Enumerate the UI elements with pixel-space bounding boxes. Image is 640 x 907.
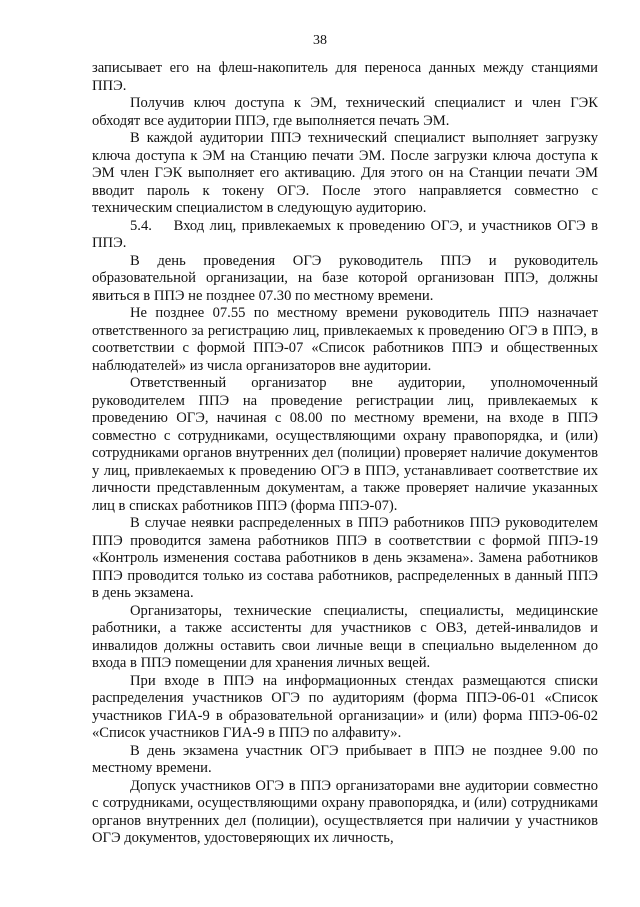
paragraph: В каждой аудитории ППЭ технический специалист выполняет загрузку ключа доступа к ЭМ на Станцию печати ЭМ. После загрузки ключа доступа к ЭМ член ГЭК выполняет его активацию. Для этого он на Станции печати ЭМ вводит пароль к токену ОГЭ. После этого направляется совместно с техническим специалистом в следующую аудиторию. <box>92 130 598 216</box>
paragraph: При входе в ППЭ на информационных стендах размещаются списки распределения участников ОГЭ по аудиториям (форма ППЭ-06-01 «Список участников ГИА-9 в образовательной организации» и (или) форма ППЭ-06-02 «Список участников ГИА-9 в ППЭ по алфавиту». <box>92 672 598 741</box>
document-body <box>92 60 598 848</box>
paragraph: Допуск участников ОГЭ в ППЭ организаторами вне аудитории совместно с сотрудниками, осуществляющими охрану правопорядка, и (или) сотрудниками органов внутренних дел (полиции), осуществляется при наличии у участников ОГЭ документов, удостоверяющих их личность, <box>92 777 598 846</box>
paragraph: Ответственный организатор вне аудитории, уполномоченный руководителем ППЭ на проведение регистрации лиц, привлекаемых к проведению ОГЭ, начиная с 08.00 по местному времени, на входе в ППЭ совместно с сотрудниками, осуществляющими охрану правопорядка, и (или) сотрудниками органов внутренних дел (полиции) проверяет наличие документов у лиц, привлекаемых к проведению ОГЭ в ППЭ, устанавливает соответствие их личности представленным документам, а также проверяет наличие указанных лиц в списках работников ППЭ (форма ППЭ-07). <box>92 375 598 514</box>
page-number: 38 <box>313 33 327 48</box>
paragraph: Организаторы, технические специалисты, специалисты, медицинские работники, а также ассистенты для участников с ОВЗ, детей-инвалидов и инвалидов должны оставить свои личные вещи в специально выделенном до входа в ППЭ помещении для хранения личных вещей. <box>92 602 598 671</box>
paragraph: В день проведения ОГЭ руководитель ППЭ и руководитель образовательной организации, на базе которой организован ППЭ, должны явиться в ППЭ не позднее 07.30 по местному времени. <box>92 252 598 304</box>
paragraph: Не позднее 07.55 по местному времени руководитель ППЭ назначает ответственного за регистрацию лиц, привлекаемых к проведению ОГЭ в ППЭ, в соответствии с формой ППЭ-07 «Список работников ППЭ и общественных наблюдателей» из числа организаторов вне аудитории. <box>92 305 598 374</box>
paragraph: Получив ключ доступа к ЭМ, технический специалист и член ГЭК обходят все аудитории ППЭ, где выполняется печать ЭМ. <box>92 95 598 129</box>
paragraph: В случае неявки распределенных в ППЭ работников ППЭ руководителем ППЭ проводится замена работников ППЭ в соответствии с формой ППЭ-19 «Контроль изменения состава работников в день экзамена». Замена работников ППЭ проводится только из состава работников, распределенных в данный ППЭ в день экзамена. <box>92 515 598 601</box>
section-heading: 5.4. Вход лиц, привлекаемых к проведению ОГЭ, и участников ОГЭ в ППЭ. <box>92 217 598 251</box>
paragraph-continuation: записывает его на флеш-накопитель для переноса данных между станциями ППЭ. <box>92 60 598 94</box>
paragraph: В день экзамена участник ОГЭ прибывает в ППЭ не позднее 9.00 по местному времени. <box>92 742 598 776</box>
